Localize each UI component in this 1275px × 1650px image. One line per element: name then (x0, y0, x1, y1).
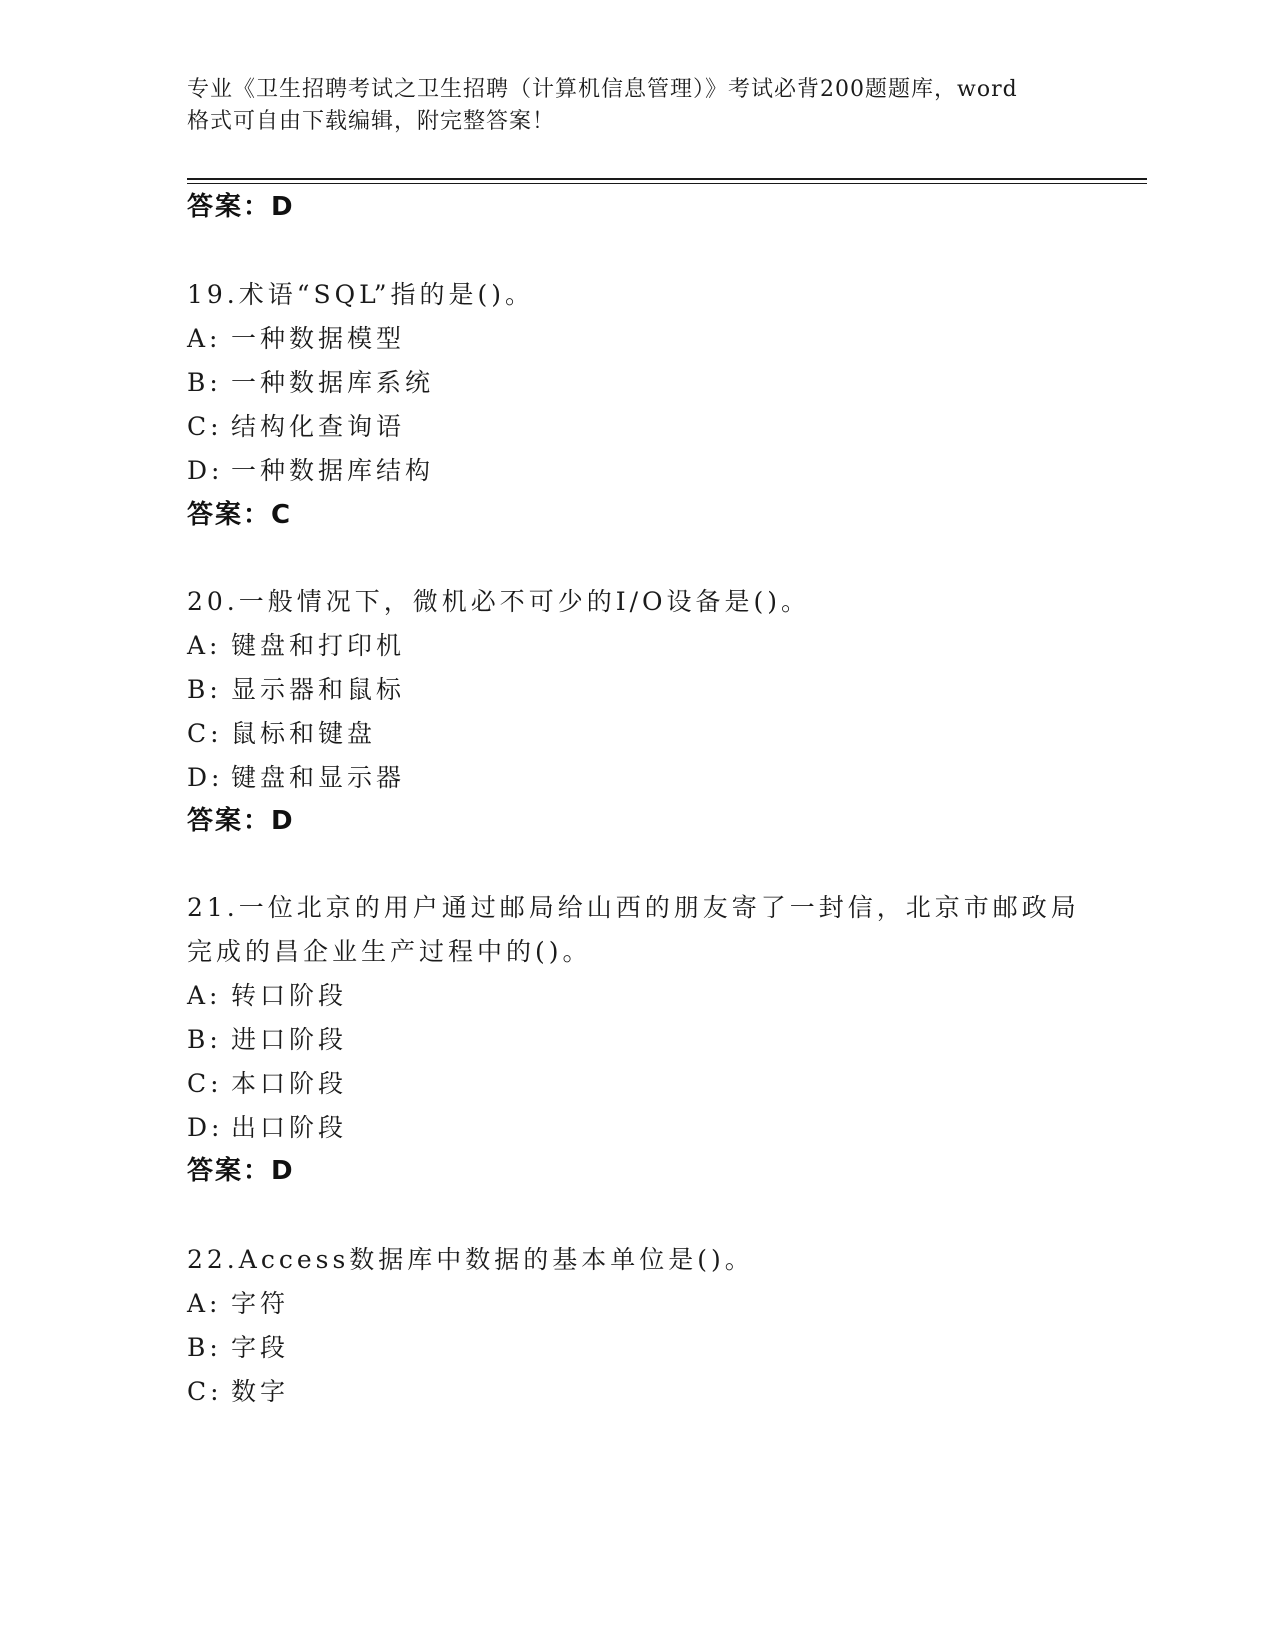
document-header (187, 74, 1087, 138)
header-line-1: 专业《卫生招聘考试之卫生招聘（计算机信息管理）》考试必背200题题库，word (187, 77, 1018, 102)
question-21-option-a (187, 976, 347, 1012)
question-22-option-a (187, 1284, 289, 1320)
question-19-option-d (187, 451, 434, 487)
question-20-option-b (187, 670, 405, 706)
option-text: 转口阶段 (231, 981, 348, 1010)
question-22-stem: 22.Access数据库中数据的基本单位是()。 (187, 1245, 754, 1274)
option-text: 一种数据库系统 (231, 368, 435, 397)
question-20-answer: 答案：D (187, 806, 295, 836)
question-21-option-c (187, 1064, 347, 1100)
option-label: A: (187, 1289, 222, 1318)
option-text: 一种数据模型 (231, 324, 406, 353)
question-21-answer: 答案：D (187, 1156, 295, 1186)
question-19-option-b (187, 363, 434, 399)
option-label: C: (187, 1069, 223, 1098)
option-label: C: (187, 719, 223, 748)
option-label: B: (187, 1333, 222, 1362)
question-20-option-c (187, 714, 376, 750)
question-20-option-d (187, 758, 405, 794)
option-text: 字符 (231, 1289, 290, 1318)
question-19-option-c (187, 407, 405, 443)
option-text: 字段 (231, 1333, 290, 1362)
question-22-option-b (187, 1328, 289, 1364)
question-21-stem-line-2: 完成的昌企业生产过程中的()。 (187, 937, 592, 966)
answer-previous: 答案：D (187, 192, 295, 222)
question-19-option-a (187, 319, 405, 355)
option-label: A: (187, 324, 222, 353)
option-label: C: (187, 1377, 223, 1406)
option-label: D: (187, 456, 224, 485)
option-text: 鼠标和键盘 (231, 719, 377, 748)
option-label: B: (187, 675, 222, 704)
option-text: 进口阶段 (231, 1025, 348, 1054)
option-label: D: (187, 1113, 224, 1142)
option-text: 出口阶段 (231, 1113, 348, 1142)
question-21-option-b (187, 1020, 347, 1056)
question-20-stem: 20.一般情况下，微机必不可少的I/O设备是()。 (187, 587, 811, 616)
question-19-stem: 19.术语“SQL”指的是()。 (187, 280, 535, 309)
option-label: A: (187, 631, 222, 660)
option-text: 结构化查询语 (231, 412, 406, 441)
option-text: 显示器和鼠标 (231, 675, 406, 704)
question-21-stem-line-1: 21.一位北京的用户通过邮局给山西的朋友寄了一封信，北京市邮政局 (187, 893, 1080, 922)
option-label: C: (187, 412, 223, 441)
question-21-option-d (187, 1108, 347, 1144)
question-22-option-c (187, 1372, 289, 1408)
option-label: A: (187, 981, 222, 1010)
option-label: B: (187, 1025, 222, 1054)
question-19-answer: 答案：C (187, 500, 293, 530)
header-line-2: 格式可自由下载编辑，附完整答案！ (187, 109, 556, 134)
option-label: D: (187, 763, 224, 792)
option-text: 数字 (231, 1377, 290, 1406)
option-text: 键盘和打印机 (231, 631, 406, 660)
option-text: 一种数据库结构 (231, 456, 435, 485)
option-text: 键盘和显示器 (231, 763, 406, 792)
question-20-option-a (187, 626, 405, 662)
option-label: B: (187, 368, 222, 397)
header-divider (187, 178, 1147, 184)
option-text: 本口阶段 (231, 1069, 348, 1098)
